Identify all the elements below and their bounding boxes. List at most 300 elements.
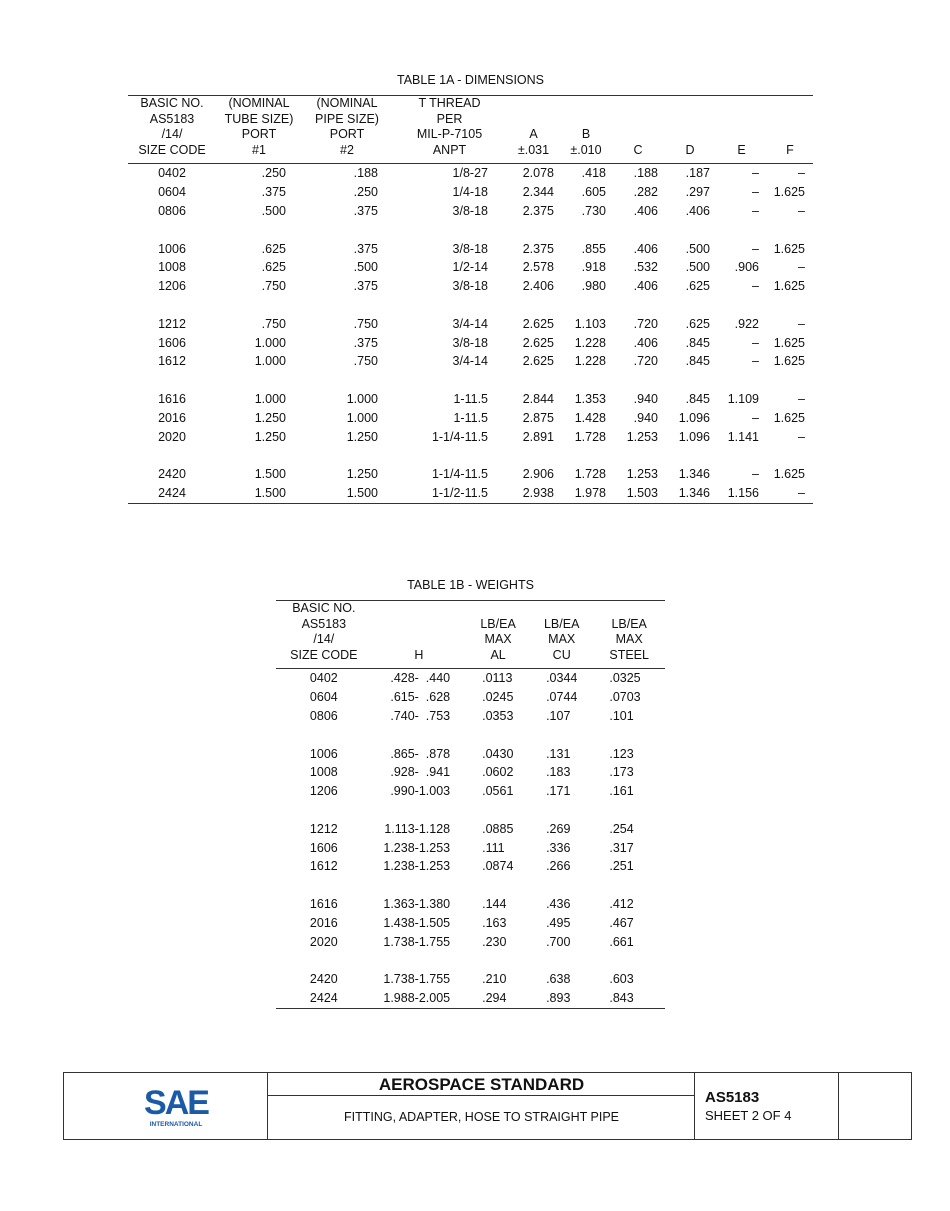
table1a-cell: 1.500: [302, 484, 392, 503]
table1a-cell: 1.000: [254, 335, 286, 350]
header-line: CU: [552, 647, 571, 662]
table-row: [128, 240, 813, 259]
table1a-cell: –: [798, 391, 805, 406]
sae-logo: [136, 1085, 216, 1129]
table1a-cell: –: [798, 316, 805, 331]
table1a-cell: 3/8-18: [452, 335, 488, 350]
table1a-cell: 0604: [158, 185, 186, 200]
header-line: A: [529, 127, 538, 142]
table1b-cell: .131: [546, 746, 571, 761]
table1a-cell: .720: [633, 354, 658, 369]
table1b-cell: 1212: [309, 821, 338, 836]
header-line: LB/EA: [543, 616, 580, 631]
table1a-cell: .282: [633, 185, 658, 200]
header-line: C: [633, 142, 643, 157]
table-row: [276, 914, 665, 933]
table1a-cell: .500: [685, 260, 710, 275]
table1b-cell: .210: [482, 972, 507, 987]
table1a-cell: .375: [353, 241, 378, 256]
table1b-header-1: [372, 601, 466, 669]
table1a-cell: 1.103: [574, 316, 606, 331]
table1b-cell: .0344: [546, 671, 578, 686]
header-line: BASIC NO.: [140, 96, 204, 110]
table1b-cell: 1.238-1.253: [383, 859, 451, 874]
table1a-cell: 1.250: [254, 429, 286, 444]
header-line: T THREAD: [418, 96, 481, 110]
table-row: [276, 820, 665, 839]
table1a-cell: .500: [353, 260, 378, 275]
table1a-cell: 1.728: [574, 429, 606, 444]
table1b-cell: .0353: [482, 708, 514, 723]
header-line: SIZE CODE: [138, 142, 206, 157]
header-line: PIPE SIZE): [315, 111, 379, 126]
table1a-cell: 3/8-18: [452, 279, 488, 294]
table1a-cell: 1.250: [254, 410, 286, 425]
table1b-cell: .661: [609, 934, 634, 949]
row-spacer: [276, 951, 665, 970]
table1a-cell: 1006: [158, 241, 186, 256]
table1b-header-2: [466, 601, 530, 669]
table1a-cell: 2.344: [522, 185, 554, 200]
table1a-cell: 2016: [158, 410, 186, 425]
table1a-cell: .750: [353, 354, 378, 369]
table-row: [276, 989, 665, 1008]
table1b-cell: .173: [609, 765, 634, 780]
table1a-cell: .750: [261, 279, 286, 294]
header-line: /14/: [161, 127, 183, 142]
spacer-cell: [276, 876, 665, 895]
table1b-cell: 1206: [309, 784, 338, 799]
table-row: [276, 839, 665, 858]
header-line: #2: [340, 142, 354, 157]
table1a-cell: 1.000: [346, 410, 378, 425]
table1a-cell: .922: [734, 316, 759, 331]
table1b-cell: .0325: [609, 671, 641, 686]
table1b-cell: .893: [530, 989, 593, 1008]
table1b-cell: 1008: [309, 765, 338, 780]
table1b-cell: .0703: [609, 690, 641, 705]
table1b-cell: .467: [609, 915, 634, 930]
table1b-cell: .436: [546, 896, 571, 911]
table1a-cell: –: [752, 410, 759, 425]
header-line: (NOMINAL: [228, 96, 290, 110]
table-row: [128, 352, 813, 371]
table1a-cell: .845: [685, 391, 710, 406]
table1b-cell: 2016: [309, 915, 338, 930]
table1a-cell: .625: [261, 241, 286, 256]
table1a-cell: .845: [685, 335, 710, 350]
table1a-cell: 1.625: [773, 410, 805, 425]
table-row: [128, 409, 813, 428]
table1a-cell: .500: [685, 241, 710, 256]
table1b-header-3: [530, 601, 593, 669]
spacer-cell: [128, 221, 813, 240]
table1b-cell: 1.738-1.755: [383, 972, 451, 987]
table1a-cell: 1.625: [773, 467, 805, 482]
table1a-cell: .188: [353, 166, 378, 181]
table1a-cell: 1-1/4-11.5: [431, 429, 488, 444]
table1a-cell: 1.096: [678, 429, 710, 444]
table1a-header-0: [128, 96, 216, 164]
table1a-cell: 1.625: [773, 335, 805, 350]
spacer-cell: [128, 446, 813, 465]
table1b-cell: .161: [609, 784, 634, 799]
row-spacer: [128, 221, 813, 240]
table1a-cell: 2.625: [522, 335, 554, 350]
table1a-cell: .406: [633, 279, 658, 294]
document-number: AS5183: [705, 1089, 760, 1106]
header-line: LB/EA: [611, 616, 647, 631]
header-line: PORT: [329, 127, 365, 142]
table1a-cell: 2.844: [522, 391, 554, 406]
table1b-cell: .317: [609, 840, 634, 855]
table1a-cell: .720: [633, 316, 658, 331]
table1a-cell: .406: [685, 203, 710, 218]
table1a-cell: .250: [261, 166, 286, 181]
table1a-cell: 1.353: [574, 391, 606, 406]
title-block: [63, 1072, 912, 1140]
table1b-cell: .0561: [482, 784, 514, 799]
table1a-header-5: [560, 96, 612, 164]
table1a-cell: 1.000: [346, 391, 378, 406]
table-row: [276, 763, 665, 782]
table1b-cell: .700: [546, 934, 571, 949]
table1a-cell: 1.253: [626, 467, 658, 482]
table1a-header-2: [302, 96, 392, 164]
table1a-cell: 1.500: [254, 467, 286, 482]
table1a-header-3: [392, 96, 507, 164]
table-row: [128, 390, 813, 409]
table1a-cell: 2.375: [522, 241, 554, 256]
table1b-cell: 1006: [309, 746, 338, 761]
table1b-cell: .990-1.003: [390, 784, 451, 799]
table1a-header-8: [716, 96, 767, 164]
table1a-cell: .940: [633, 410, 658, 425]
table1b-cell: 1.988-2.005: [372, 989, 466, 1008]
table1a-cell: 1.978: [560, 484, 612, 503]
table1a-cell: 2.578: [522, 260, 554, 275]
table-row: [128, 202, 813, 221]
table1a-header-1: [216, 96, 302, 164]
table1a-cell: .188: [633, 166, 658, 181]
table1b-cell: .0602: [482, 765, 514, 780]
header-line: H: [414, 647, 424, 662]
table1a-cell: .906: [734, 260, 759, 275]
table1b-cell: .336: [546, 840, 571, 855]
table1b-cell: .269: [546, 821, 571, 836]
table1a-cell: 1.346: [678, 467, 710, 482]
table1a-cell: .605: [581, 185, 606, 200]
table1a-cell: 1.228: [574, 335, 606, 350]
table1a-cell: 0402: [158, 166, 186, 181]
table1a-cell: 1.625: [773, 185, 805, 200]
row-spacer: [128, 296, 813, 315]
table1a-cell: –: [752, 203, 759, 218]
table1a-cell: 1.250: [346, 429, 378, 444]
table1a-cell: .297: [685, 185, 710, 200]
table1a-cell: .750: [261, 316, 286, 331]
table1b-cell: .294: [466, 989, 530, 1008]
table1a-cell: 1.109: [727, 391, 759, 406]
table1a-cell: 2420: [158, 467, 186, 482]
table1a-cell: 1.500: [216, 484, 302, 503]
table1a-cell: 2.625: [522, 316, 554, 331]
table-row: [128, 164, 813, 183]
header-line: ±.031: [517, 142, 550, 157]
header-line: AS5183: [301, 616, 347, 631]
table1b-cell: .0744: [546, 690, 578, 705]
table1b-cell: .843: [593, 989, 665, 1008]
table1a-cell: 2.891: [522, 429, 554, 444]
table1b-cell: 1616: [309, 896, 338, 911]
table1a-cell: 1.156: [716, 484, 767, 503]
table1a-header-6: [612, 96, 664, 164]
table1b-cell: .740- .753: [390, 708, 451, 723]
table1a-cell: –: [798, 166, 805, 181]
table1b-cell: .0245: [482, 690, 514, 705]
table1b-cell: .865- .878: [390, 746, 451, 761]
table-row: [276, 970, 665, 989]
header-line: MIL-P-7105: [416, 127, 483, 142]
table-row: [128, 484, 813, 503]
table1b-cell: 1.738-1.755: [383, 934, 451, 949]
table1a-cell: .418: [581, 166, 606, 181]
table1a-cell: .845: [685, 354, 710, 369]
row-spacer: [128, 371, 813, 390]
table1a-cell: 3/4-14: [452, 316, 488, 331]
table1a-cell: .375: [353, 279, 378, 294]
table1a-cell: 2.375: [522, 203, 554, 218]
table-row: [276, 688, 665, 707]
table1a-cell: –: [798, 260, 805, 275]
table1a-cell: 1.428: [574, 410, 606, 425]
table1b-cell: 1612: [309, 859, 338, 874]
table1a-cell: .406: [633, 335, 658, 350]
header-line: PORT: [241, 127, 277, 142]
table1a-cell: 3/4-14: [452, 354, 488, 369]
header-line: /14/: [313, 632, 335, 647]
table1a-cell: 1606: [158, 335, 186, 350]
table1a-cell: 1/2-14: [452, 260, 488, 275]
table1a-cell: .940: [633, 391, 658, 406]
header-line: MAX: [615, 632, 643, 647]
header-line: MAX: [484, 632, 512, 647]
row-spacer: [276, 876, 665, 895]
standard-label: AEROSPACE STANDARD: [268, 1073, 695, 1096]
spacer-cell: [276, 801, 665, 820]
header-line: ±.010: [570, 142, 602, 157]
header-line: (NOMINAL: [316, 96, 378, 110]
table1b-cell: 1606: [309, 840, 338, 855]
table1a-cell: 2.875: [522, 410, 554, 425]
table1a-cell: .750: [353, 316, 378, 331]
sheet-number: SHEET 2 OF 4: [705, 1108, 792, 1123]
table1a-cell: –: [752, 354, 759, 369]
table1a-cell: –: [752, 279, 759, 294]
table1a-cell: .918: [581, 260, 606, 275]
table1b-cell: 2420: [309, 972, 338, 987]
table-row: [128, 334, 813, 353]
table1a-header-4: [507, 96, 560, 164]
table1a-cell: .187: [685, 166, 710, 181]
table1a-cell: .625: [261, 260, 286, 275]
table-row: [128, 428, 813, 447]
table1a-cell: 1-11.5: [453, 391, 488, 406]
table1b-cell: 2424: [276, 989, 372, 1008]
table1a-cell: 1.728: [574, 467, 606, 482]
table1b-cell: 2020: [309, 934, 338, 949]
table1a-cell: .532: [633, 260, 658, 275]
table1a-cell: 2424: [128, 484, 216, 503]
table-row: [128, 277, 813, 296]
table1a-cell: 1/8-27: [452, 166, 488, 181]
table1a-cell: .980: [581, 279, 606, 294]
table1a-cell: .406: [633, 203, 658, 218]
table1a-cell: .250: [353, 185, 378, 200]
table1a-cell: 3/8-18: [452, 203, 488, 218]
table1b-cell: .107: [546, 708, 571, 723]
table1b-cell: .230: [482, 934, 507, 949]
table1a-cell: 0806: [158, 203, 186, 218]
table1a-cell: 1.141: [727, 429, 759, 444]
table1a-cell: 3/8-18: [452, 241, 488, 256]
table1a-cell: 1.250: [346, 467, 378, 482]
table1b-cell: .254: [609, 821, 634, 836]
row-spacer: [128, 446, 813, 465]
table-row: [128, 315, 813, 334]
table1b-cell: .495: [546, 915, 571, 930]
table1b-cell: .111: [482, 840, 505, 855]
table1a-cell: 2.078: [522, 166, 554, 181]
spacer-cell: [128, 296, 813, 315]
table-1a-caption: TABLE 1A - DIMENSIONS: [396, 73, 545, 87]
table1b-cell: .0430: [482, 746, 514, 761]
table1b-header-0: [276, 601, 372, 669]
table1a-cell: –: [798, 429, 805, 444]
doc-number-cell: [695, 1073, 839, 1139]
table-1b-caption: TABLE 1B - WEIGHTS: [407, 578, 534, 592]
table1a-cell: 1612: [158, 354, 186, 369]
header-line: PER: [436, 111, 463, 126]
table1a-cell: 2.938: [507, 484, 560, 503]
table1a-cell: 2.906: [522, 467, 554, 482]
table1a-cell: 2.625: [522, 354, 554, 369]
table1b-cell: .428- .440: [390, 671, 451, 686]
table-row: [128, 258, 813, 277]
table-row: [276, 669, 665, 688]
table1b-cell: .123: [609, 746, 634, 761]
header-line: B: [581, 127, 591, 142]
table1a-cell: 1.253: [626, 429, 658, 444]
header-line: STEEL: [609, 647, 649, 662]
table-row: [276, 857, 665, 876]
header-line: TUBE SIZE): [224, 111, 294, 126]
table1b-cell: .638: [546, 972, 571, 987]
table1a-cell: 1008: [158, 260, 186, 275]
table1b-cell: 1.438-1.505: [383, 915, 451, 930]
table1a-cell: .375: [353, 203, 378, 218]
header-line: ANPT: [432, 142, 467, 157]
table1b-cell: .144: [482, 896, 507, 911]
spacer-cell: [276, 726, 665, 745]
table1a-header-9: [767, 96, 813, 164]
header-line: BASIC NO.: [292, 601, 356, 615]
table1a-cell: 1.625: [773, 354, 805, 369]
table1b-cell: 1.363-1.380: [383, 896, 451, 911]
spacer-cell: [128, 371, 813, 390]
table1a-cell: 1.625: [773, 279, 805, 294]
table1a-cell: –: [752, 467, 759, 482]
table1a-cell: 1.346: [664, 484, 716, 503]
table1a-cell: 1.228: [574, 354, 606, 369]
table1b-header-4: [593, 601, 665, 669]
table1b-cell: .183: [546, 765, 571, 780]
table1a-cell: 1616: [158, 391, 186, 406]
table1a-cell: 1.625: [773, 241, 805, 256]
table1a-cell: 1-11.5: [453, 410, 488, 425]
table1a-cell: –: [752, 335, 759, 350]
table1b-cell: .163: [482, 915, 507, 930]
table1b-cell: .171: [546, 784, 571, 799]
table1a-cell: 1.000: [254, 391, 286, 406]
table1a-cell: 1206: [158, 279, 186, 294]
table-row: [128, 183, 813, 202]
table1a-cell: .730: [581, 203, 606, 218]
header-line: SIZE CODE: [290, 647, 358, 662]
table1a-cell: –: [752, 185, 759, 200]
table1a-cell: 1212: [158, 316, 186, 331]
table1a-cell: .375: [353, 335, 378, 350]
header-line: AL: [490, 647, 506, 662]
table1a-cell: .500: [261, 203, 286, 218]
logo-sub: INTERNATIONAL: [149, 1121, 203, 1128]
table1a-cell: 1.096: [678, 410, 710, 425]
header-line: F: [786, 142, 794, 157]
table1b-cell: .101: [609, 708, 634, 723]
table-row: [276, 782, 665, 801]
table-row: [276, 895, 665, 914]
table-row: [276, 707, 665, 726]
table1b-cell: .0113: [482, 671, 513, 686]
row-spacer: [276, 726, 665, 745]
header-line: MAX: [548, 632, 576, 647]
header-line: E: [737, 142, 746, 157]
table1a-cell: 2.406: [522, 279, 554, 294]
table1b-cell: 1.113-1.128: [384, 821, 451, 836]
table1a-cell: .406: [633, 241, 658, 256]
header-line: AS5183: [149, 111, 195, 126]
table1a-cell: .375: [261, 185, 286, 200]
table-row: [276, 933, 665, 952]
spacer-cell: [276, 951, 665, 970]
table1a-cell: –: [752, 241, 759, 256]
logo-text: SAE: [144, 1085, 208, 1122]
document-title: FITTING, ADAPTER, HOSE TO STRAIGHT PIPE: [343, 1110, 620, 1124]
table1b-cell: 0402: [309, 671, 338, 686]
header-line: LB/EA: [480, 616, 516, 631]
table1b-cell: .928- .941: [390, 765, 451, 780]
table1b-cell: 1.238-1.253: [383, 840, 451, 855]
table-row: [276, 745, 665, 764]
table1b-cell: .603: [609, 972, 634, 987]
table1b-cell: .266: [546, 859, 571, 874]
table1a-cell: 1-1/4-11.5: [431, 467, 488, 482]
table1a-cell: 1/4-18: [452, 185, 488, 200]
table1b-cell: .412: [609, 896, 634, 911]
weights-table: [276, 600, 665, 1009]
table1b-cell: .615- .628: [390, 690, 451, 705]
header-line: D: [685, 142, 695, 157]
